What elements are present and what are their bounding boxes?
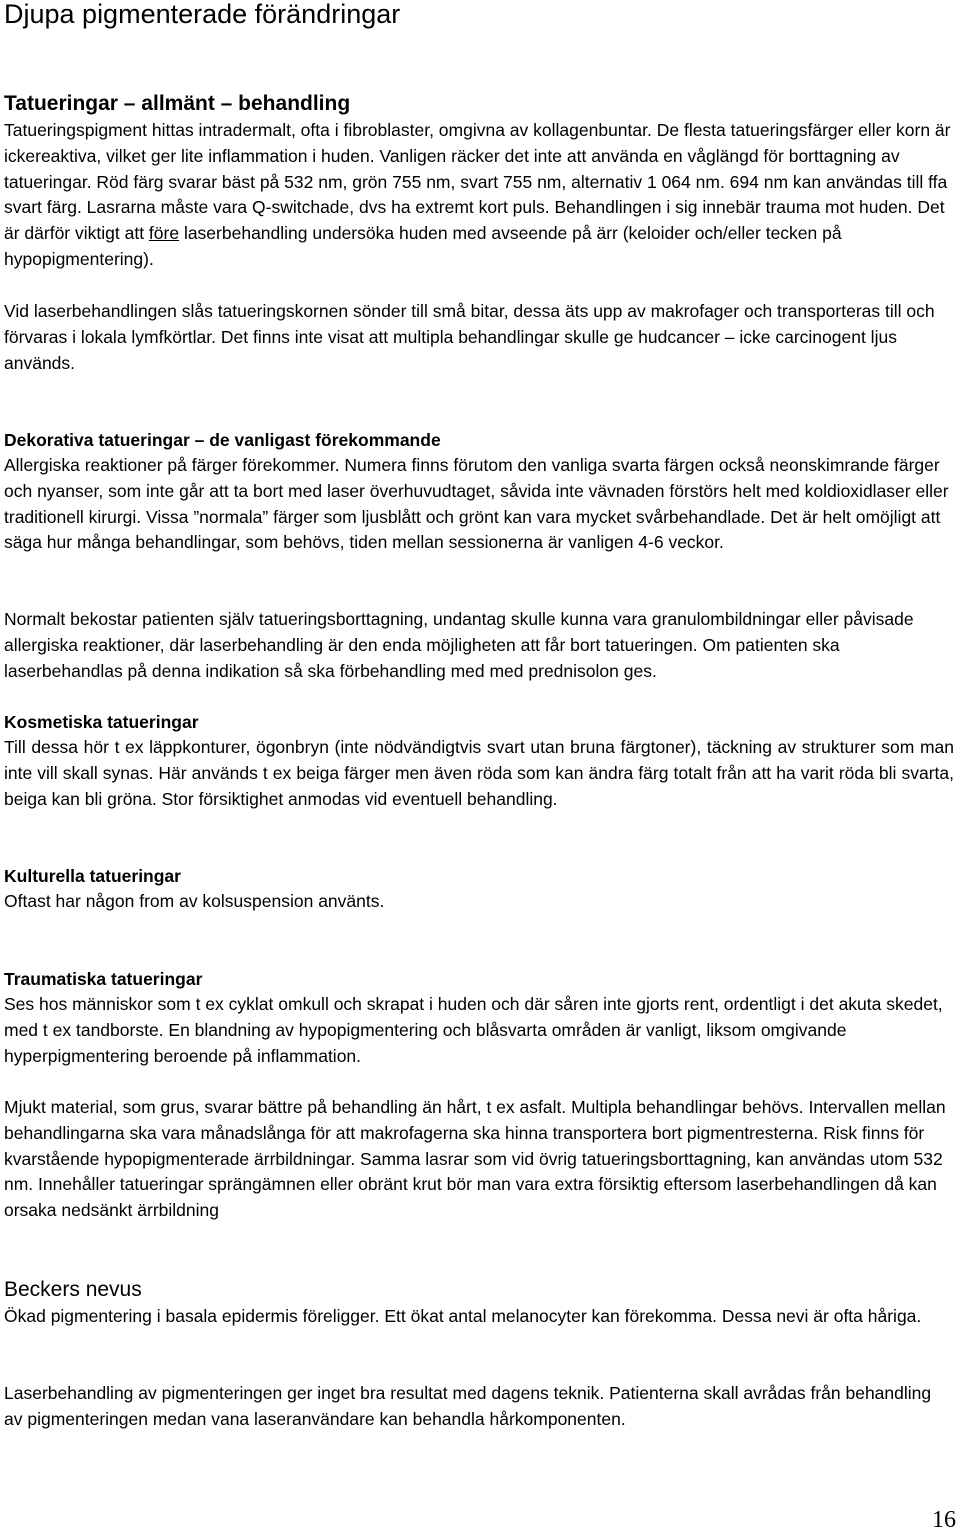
section-heading-tatueringar-allmant: Tatueringar – allmänt – behandling <box>4 92 351 115</box>
paragraph-traumatiska-1: Ses hos människor som t ex cyklat omkull och skrapat i huden och där såren inte gjorts rent, ordentligt i det akuta skedet, med t ex tandborste. En blandning av hypopigmentering och blåsvarta områden är vanligt, liksom omgivande hyperpigmentering beroende på inflammation. <box>4 994 943 1066</box>
paragraph-kulturella-1: Oftast har någon from av kolsuspension använts. <box>4 891 385 911</box>
section-heading-kulturella: Kulturella tatueringar <box>4 866 181 886</box>
paragraph-traumatiska-2: Mjukt material, som grus, svarar bättre på behandling än hårt, t ex asfalt. Multipla behandlingar behövs. Intervallen mellan behandlingarna ska vara månadslånga för att makrofagerna ska hinna transportera bort pigmentresterna. Risk finns för kvarstående hypopigmenterade ärrbildningar. Samma lasrar som vid övrig tatueringsborttagning, kan användas utom 532 nm. Innehåller tatueringar sprängämnen eller obränt krut bör man vara extra försiktig eftersom laserbehandlingen då kan orsaka nedsänkt ärrbildning <box>4 1097 946 1221</box>
section-heading-kosmetiska: Kosmetiska tatueringar <box>4 712 199 732</box>
page-number: 16 <box>932 1507 956 1533</box>
paragraph-tatueringar-1-b: laserbehandling undersöka huden med avseende på ärr (keloider och/eller tecken på hypopigmentering). <box>4 223 842 269</box>
paragraph-tatueringar-1-a: Tatueringspigment hittas intradermalt, ofta i fibroblaster, omgivna av kollagenbuntar. De flesta tatueringsfärger eller korn är ickereaktiva, vilket ger lite inflammation i huden. Vanligen räcker det inte att använda en våglängd för borttagning av tatueringar. Röd färg svarar bäst på 532 nm, grön 755 nm, svart 755 nm, alternativ 1 064 nm. 694 nm kan användas till ffa svart färg. Lasrarna måste vara Q-switchade, dvs ha extremt kort puls. Behandlingen i sig innebär trauma mot huden. Det är därför viktigt att <box>4 120 951 244</box>
underlined-word-fore: före <box>148 223 180 244</box>
section-heading-traumatiska: Traumatiska tatueringar <box>4 969 203 989</box>
section-heading-dekorativa: Dekorativa tatueringar – de vanligast förekommande <box>4 430 441 450</box>
paragraph-tatueringar-2: Vid laserbehandlingen slås tatueringskornen sönder till små bitar, dessa äts upp av makrofager och transporteras till och förvaras i lokala lymfkörtlar. Det finns inte visat att multipla behandlingar skulle ge hudcancer – icke carcinogent ljus används. <box>4 301 935 373</box>
paragraph-kosmetiska-1: Till dessa hör t ex läppkonturer, ögonbryn (inte nödvändigtvis svart utan bruna färgtoner), täckning av strukturer som man inte vill skall synas. Här används t ex beiga färger men även röda som kan ändra färg totalt från att ha varit röda bli svarta, beiga kan bli gröna. Stor försiktighet anmodas vid eventuell behandling. <box>4 737 954 809</box>
paragraph-beckers-1: Ökad pigmentering i basala epidermis föreligger. Ett ökat antal melanocyter kan förekomma. Dessa nevi är ofta håriga. <box>4 1306 922 1326</box>
paragraph-beckers-2: Laserbehandling av pigmenteringen ger inget bra resultat med dagens teknik. Patienterna skall avrådas från behandling av pigmenteringen medan vana laseranvändare kan behandla hårkomponenten. <box>4 1383 932 1429</box>
paragraph-tatueringar-1 <box>4 118 954 273</box>
section-heading-beckers-nevus: Beckers nevus <box>4 1278 142 1301</box>
page-title: Djupa pigmenterade förändringar <box>4 0 401 29</box>
paragraph-dekorativa-1: Allergiska reaktioner på färger förekommer. Numera finns förutom den vanliga svarta färgen också neonskimrande färger och nyanser, som inte går att ta bort med laser överhuvudtaget, såvida inte vävnaden förstörs helt med koldioxidlaser eller traditionell kirurgi. Vissa ”normala” färger som ljusblått och grönt kan vara mycket svårbehandlade. Det är helt omöjligt att säga hur många behandlingar, som behövs, tiden mellan sessionerna är vanligen 4-6 veckor. <box>4 455 949 553</box>
paragraph-dekorativa-2: Normalt bekostar patienten själv tatueringsborttagning, undantag skulle kunna vara granulombildningar eller påvisade allergiska reaktioner, där laserbehandling är den enda möjligheten att får bort tatueringen. Om patienten ska laserbehandlas på denna indikation så ska förbehandling med med prednisolon ges. <box>4 609 914 681</box>
